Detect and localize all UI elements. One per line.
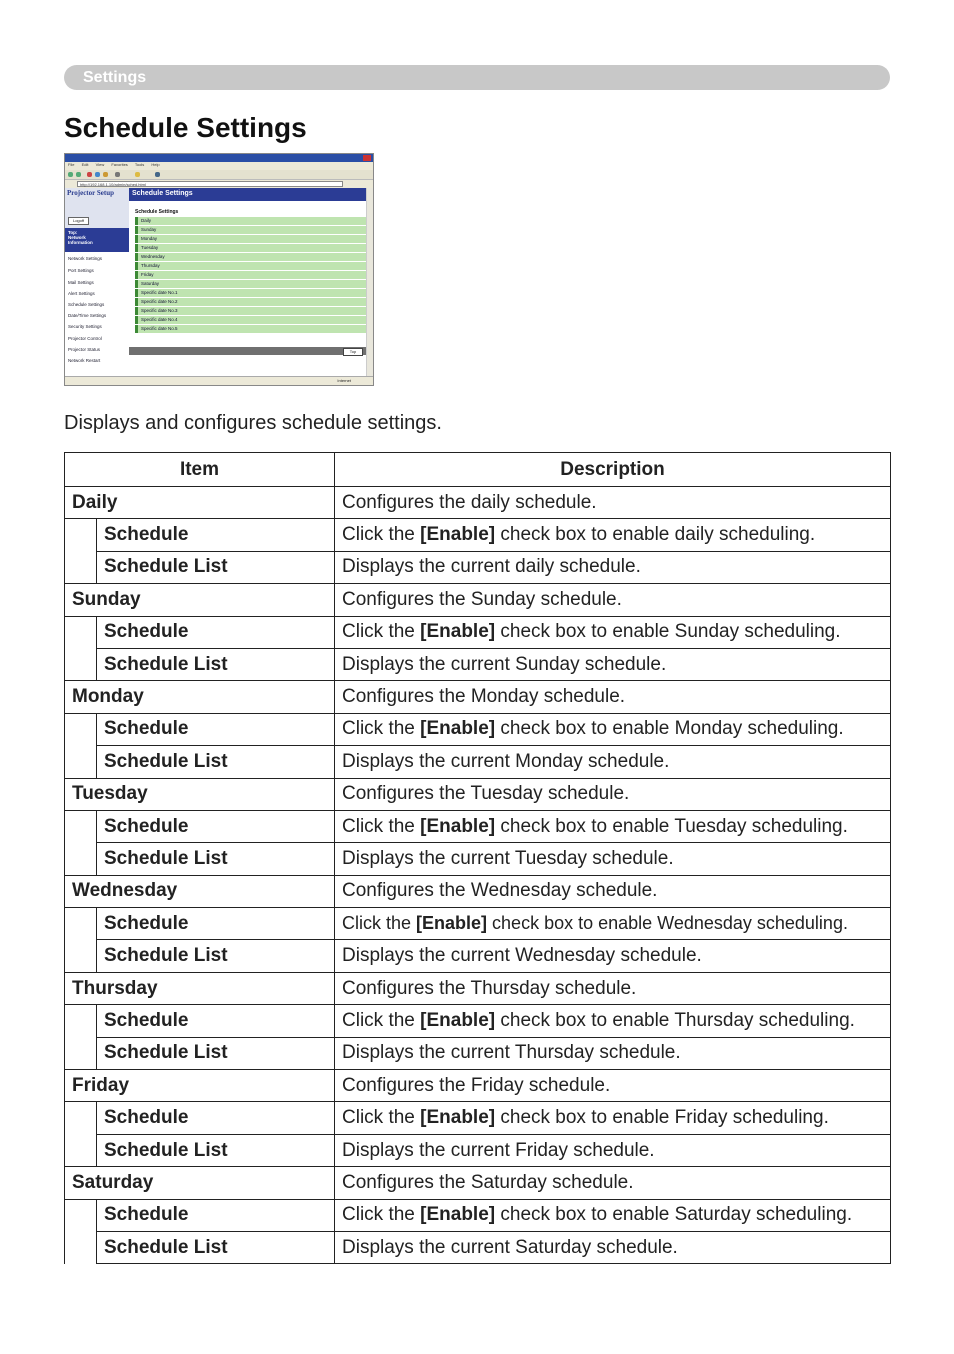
indent-cell: [65, 648, 97, 680]
table-row: [65, 584, 891, 616]
enable-label: [Enable]: [416, 913, 488, 934]
home-icon: [103, 172, 108, 177]
schedule-list-description: Displays the current Tuesday schedule.: [335, 843, 891, 875]
table-row: [65, 1199, 891, 1231]
schedule-row: Specific date No.2: [135, 298, 367, 306]
schedule-list-label: Schedule List: [97, 551, 335, 583]
menu-item: Edit: [81, 162, 89, 167]
indent-cell: [65, 551, 97, 583]
indent-cell: [65, 1199, 97, 1231]
item-description: Configures the Saturday schedule.: [335, 1167, 891, 1199]
nav-item: Date/Time Settings: [68, 313, 107, 318]
schedule-row: Specific date No.3: [135, 307, 367, 315]
brand-text: Projector Setup: [67, 189, 114, 197]
back-icon: [68, 172, 73, 177]
item-description: Configures the Monday schedule.: [335, 681, 891, 713]
nav-item: Projector Status: [68, 347, 101, 352]
logoff-button: Logoff: [68, 217, 89, 225]
desc-pre: Click the: [342, 1107, 421, 1129]
enable-label: [Enable]: [420, 1107, 496, 1129]
table-row: [65, 908, 891, 940]
schedule-list-description: Displays the current Monday schedule.: [335, 746, 891, 778]
item-name: Wednesday: [65, 875, 335, 907]
schedule-row: Saturday: [135, 280, 367, 288]
content-subtitle: Schedule Settings: [135, 209, 179, 215]
indent-cell: [65, 1005, 97, 1037]
schedule-row: Sunday: [135, 226, 367, 234]
scrollbar: [366, 188, 373, 378]
table-row: [65, 843, 891, 875]
schedule-description: [335, 810, 891, 842]
nav-active-line: Network: [68, 235, 86, 240]
table-row: [65, 1102, 891, 1134]
header-description: Description: [335, 453, 891, 487]
desc-pre: Click the: [342, 621, 421, 643]
desc-pre: Click the: [342, 1204, 421, 1226]
schedule-row: Wednesday: [135, 253, 367, 261]
schedule-list-label: Schedule List: [97, 648, 335, 680]
table-row: [65, 1134, 891, 1166]
brand-panel: [65, 188, 129, 228]
desc-post: check box to enable Friday scheduling.: [495, 1107, 829, 1129]
item-description: Configures the daily schedule.: [335, 487, 891, 519]
nav-item: Mail Settings: [68, 280, 94, 285]
item-name: Sunday: [65, 584, 335, 616]
menu-item: Tools: [134, 162, 145, 167]
nav-active-line: Information: [68, 240, 93, 245]
indent-cell: [65, 810, 97, 842]
desc-pre: Click the: [342, 913, 417, 934]
table-row: [65, 551, 891, 583]
enable-label: [Enable]: [420, 815, 496, 837]
table-row: [65, 487, 891, 519]
media-icon: [155, 172, 160, 177]
item-description: Configures the Thursday schedule.: [335, 972, 891, 1004]
desc-post: check box to enable Sunday scheduling.: [495, 621, 841, 643]
schedule-row: Thursday: [135, 262, 367, 270]
content-footer-bar: [129, 347, 369, 355]
status-text: Internet: [337, 378, 351, 383]
address-bar: [65, 180, 373, 188]
schedule-list-description: Displays the current Sunday schedule.: [335, 648, 891, 680]
schedule-row: Specific date No.5: [135, 325, 367, 333]
table-row: [65, 972, 891, 1004]
schedule-list-description: Displays the current Thursday schedule.: [335, 1037, 891, 1069]
thumbnail-sidebar: [65, 188, 129, 378]
schedule-row: Specific date No.4: [135, 316, 367, 324]
content-title: Schedule Settings: [129, 188, 367, 201]
item-name: Thursday: [65, 972, 335, 1004]
nav-item: Port Settings: [68, 268, 94, 273]
desc-post: check box to enable Saturday scheduling.: [495, 1204, 853, 1226]
nav-active-item: [65, 228, 129, 252]
table-row: [65, 1070, 891, 1102]
schedule-list-label: Schedule List: [97, 843, 335, 875]
header-item: Item: [65, 453, 335, 487]
schedule-list-description: Displays the current Saturday schedule.: [335, 1231, 891, 1263]
table-row: [65, 1231, 891, 1263]
table-row: [65, 810, 891, 842]
page-title: Schedule Settings: [64, 112, 307, 143]
schedule-list-description: Displays the current Wednesday schedule.: [335, 940, 891, 972]
table-body: [65, 487, 891, 1264]
indent-cell: [65, 1037, 97, 1069]
item-name: Saturday: [65, 1167, 335, 1199]
nav-item: Security Settings: [68, 324, 102, 329]
desc-post: check box to enable Tuesday scheduling.: [495, 815, 848, 837]
schedule-label: Schedule: [97, 713, 335, 745]
schedule-description: [335, 908, 891, 940]
schedule-list-label: Schedule List: [97, 1037, 335, 1069]
section-label: Settings: [83, 69, 147, 86]
schedule-row: Daily: [135, 217, 367, 225]
indent-cell: [65, 843, 97, 875]
table-row: [65, 1005, 891, 1037]
indent-cell: [65, 616, 97, 648]
search-icon: [115, 172, 120, 177]
indent-cell: [65, 1231, 97, 1263]
schedule-list-description: Displays the current daily schedule.: [335, 551, 891, 583]
indent-cell: [65, 940, 97, 972]
browser-menubar: [65, 162, 373, 170]
item-description: Configures the Sunday schedule.: [335, 584, 891, 616]
schedule-label: Schedule: [97, 908, 335, 940]
section-header-bar: [64, 65, 890, 90]
enable-label: [Enable]: [420, 524, 496, 546]
schedule-row: Tuesday: [135, 244, 367, 252]
item-name: Daily: [65, 487, 335, 519]
close-icon: [363, 155, 371, 161]
status-bar: [65, 376, 373, 385]
item-description: Configures the Tuesday schedule.: [335, 778, 891, 810]
schedule-list-label: Schedule List: [97, 1231, 335, 1263]
schedule-row: Friday: [135, 271, 367, 279]
desc-pre: Click the: [342, 1009, 421, 1031]
schedule-description: [335, 1005, 891, 1037]
table-row: [65, 940, 891, 972]
schedule-list-label: Schedule List: [97, 940, 335, 972]
item-name: Friday: [65, 1070, 335, 1102]
refresh-icon: [95, 172, 100, 177]
table-header-row: [65, 453, 891, 487]
enable-label: [Enable]: [420, 718, 496, 740]
desc-pre: Click the: [342, 524, 421, 546]
nav-item: Network Restart: [68, 358, 101, 363]
schedule-label: Schedule: [97, 810, 335, 842]
table-row: [65, 1167, 891, 1199]
schedule-row: Specific date No.1: [135, 289, 367, 297]
schedule-label: Schedule: [97, 1199, 335, 1231]
schedule-description: [335, 519, 891, 551]
schedule-label: Schedule: [97, 519, 335, 551]
schedule-list-description: Displays the current Friday schedule.: [335, 1134, 891, 1166]
enable-label: [Enable]: [420, 1009, 496, 1031]
intro-text: Displays and configures schedule settings.: [64, 412, 442, 434]
table-row: [65, 681, 891, 713]
menu-item: View: [95, 162, 105, 167]
desc-post: check box to enable Monday scheduling.: [495, 718, 844, 740]
item-description: Configures the Friday schedule.: [335, 1070, 891, 1102]
stop-icon: [87, 172, 92, 177]
desc-post: check box to enable Wednesday scheduling.: [487, 913, 848, 934]
forward-icon: [76, 172, 81, 177]
top-button: Top: [343, 348, 363, 356]
schedule-list-label: Schedule List: [97, 746, 335, 778]
nav-item: Projector Control: [68, 336, 102, 341]
indent-cell: [65, 519, 97, 551]
nav-item: Alert Settings: [68, 291, 95, 296]
nav-item: Network Settings: [68, 256, 103, 261]
desc-pre: Click the: [342, 815, 421, 837]
schedule-label: Schedule: [97, 1102, 335, 1134]
address-input: http://192.168.1.10/admin/sched.html: [77, 181, 343, 187]
enable-label: [Enable]: [420, 1204, 496, 1226]
item-description: Configures the Wednesday schedule.: [335, 875, 891, 907]
favorites-icon: [135, 172, 140, 177]
nav-active-line: Top:: [68, 230, 78, 235]
schedule-label: Schedule: [97, 1005, 335, 1037]
browser-titlebar: [65, 154, 373, 162]
item-name: Tuesday: [65, 778, 335, 810]
indent-cell: [65, 713, 97, 745]
table-row: [65, 713, 891, 745]
schedule-settings-screenshot: [64, 153, 374, 386]
enable-label: [Enable]: [420, 621, 496, 643]
schedule-label: Schedule: [97, 616, 335, 648]
schedule-description: [335, 1102, 891, 1134]
table-row: [65, 875, 891, 907]
desc-post: check box to enable daily scheduling.: [495, 524, 816, 546]
desc-pre: Click the: [342, 718, 421, 740]
item-name: Monday: [65, 681, 335, 713]
indent-cell: [65, 1102, 97, 1134]
indent-cell: [65, 908, 97, 940]
desc-post: check box to enable Thursday scheduling.: [495, 1009, 855, 1031]
menu-item: File: [68, 162, 75, 167]
table-row: [65, 519, 891, 551]
indent-cell: [65, 746, 97, 778]
nav-item: Schedule Settings: [68, 302, 105, 307]
table-row: [65, 648, 891, 680]
schedule-row: Monday: [135, 235, 367, 243]
menu-item: Help: [151, 162, 160, 167]
schedule-description: [335, 713, 891, 745]
menu-item: Favorites: [111, 162, 128, 167]
schedule-description: [335, 616, 891, 648]
table-row: [65, 1037, 891, 1069]
indent-cell: [65, 1134, 97, 1166]
table-row: [65, 616, 891, 648]
table-row: [65, 778, 891, 810]
schedule-description: [335, 1199, 891, 1231]
table-row: [65, 746, 891, 778]
settings-table: [64, 452, 891, 1264]
schedule-list-label: Schedule List: [97, 1134, 335, 1166]
browser-toolbar: [65, 170, 373, 180]
